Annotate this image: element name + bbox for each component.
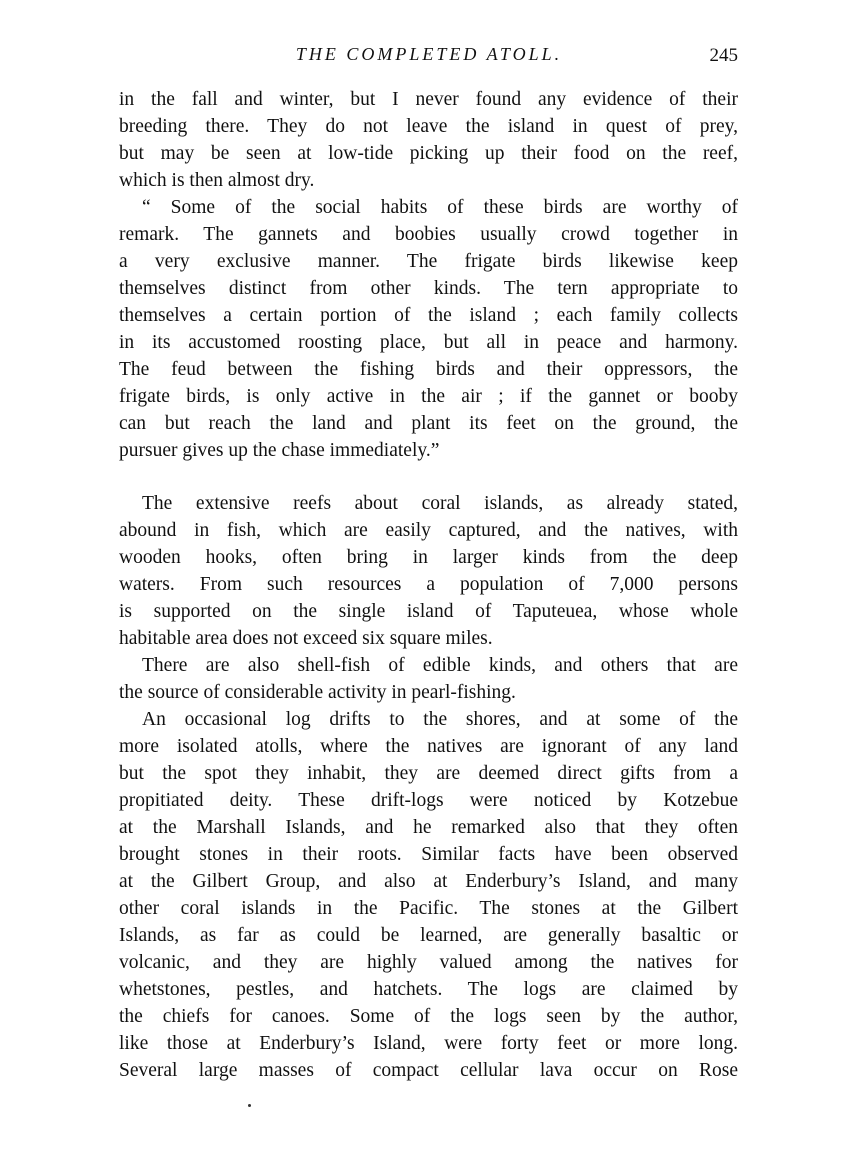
text-line: pursuer gives up the chase immediately.” (119, 440, 440, 461)
text-line: more isolated atolls, where the natives are ignorant of any land (119, 736, 738, 757)
text-line: which is then almost dry. (119, 170, 315, 191)
paragraph (119, 194, 738, 464)
text-line: Islands, as far as could be learned, are generally basaltic or (119, 925, 738, 946)
text-line: wooden hooks, often bring in larger kinds from the deep (119, 547, 738, 568)
text-line: Several large masses of compact cellular lava occur on Rose (119, 1060, 738, 1081)
paragraph (119, 490, 738, 652)
text-line: is supported on the single island of Taputeuea, whose whole (119, 601, 738, 622)
text-line: can but reach the land and plant its feet on the ground, the (119, 413, 738, 434)
text-line: the chiefs for canoes. Some of the logs seen by the author, (119, 1006, 738, 1027)
body-text (119, 86, 738, 1084)
text-line: like those at Enderbury’s Island, were forty feet or more long. (119, 1033, 738, 1054)
page-number: 245 (709, 45, 738, 66)
text-line: at the Marshall Islands, and he remarked also that they often (119, 817, 738, 838)
paragraph (119, 652, 738, 706)
text-line: other coral islands in the Pacific. The stones at the Gilbert (119, 898, 738, 919)
section-gap (119, 464, 738, 490)
page-header (120, 44, 738, 74)
text-line: “ Some of the social habits of these birds are worthy of (142, 197, 738, 218)
print-speck (248, 1104, 251, 1107)
text-line: volcanic, and they are highly valued among the natives for (119, 952, 738, 973)
text-line: themselves distinct from other kinds. The tern appropriate to (119, 278, 738, 299)
text-line: in its accustomed roosting place, but all in peace and harmony. (119, 332, 738, 353)
text-line: in the fall and winter, but I never found any evidence of their (119, 89, 738, 110)
text-line: An occasional log drifts to the shores, and at some of the (142, 709, 738, 730)
text-line: The extensive reefs about coral islands, as already stated, (142, 493, 738, 514)
text-line: whetstones, pestles, and hatchets. The logs are claimed by (119, 979, 738, 1000)
text-line: There are also shell-fish of edible kinds, and others that are (142, 655, 738, 676)
text-line: waters. From such resources a population of 7,000 persons (119, 574, 738, 595)
paragraph (119, 706, 738, 1084)
text-line: themselves a certain portion of the island ; each family collects (119, 305, 738, 326)
paragraph (119, 86, 738, 194)
text-line: the source of considerable activity in pearl-fishing. (119, 682, 516, 703)
running-head: THE COMPLETED ATOLL. (295, 44, 563, 64)
text-line: brought stones in their roots. Similar facts have been observed (119, 844, 738, 865)
text-line: frigate birds, is only active in the air ; if the gannet or booby (119, 386, 738, 407)
text-line: at the Gilbert Group, and also at Enderbury’s Island, and many (119, 871, 738, 892)
text-line: The feud between the fishing birds and their oppressors, the (119, 359, 738, 380)
text-line: habitable area does not exceed six square miles. (119, 628, 493, 649)
text-line: propitiated deity. These drift-logs were noticed by Kotzebue (119, 790, 738, 811)
text-line: a very exclusive manner. The frigate birds likewise keep (119, 251, 738, 272)
text-line: but the spot they inhabit, they are deemed direct gifts from a (119, 763, 738, 784)
text-line: but may be seen at low-tide picking up their food on the reef, (119, 143, 738, 164)
text-line: breeding there. They do not leave the island in quest of prey, (119, 116, 738, 137)
text-line: remark. The gannets and boobies usually crowd together in (119, 224, 738, 245)
text-line: abound in fish, which are easily captured, and the natives, with (119, 520, 738, 541)
